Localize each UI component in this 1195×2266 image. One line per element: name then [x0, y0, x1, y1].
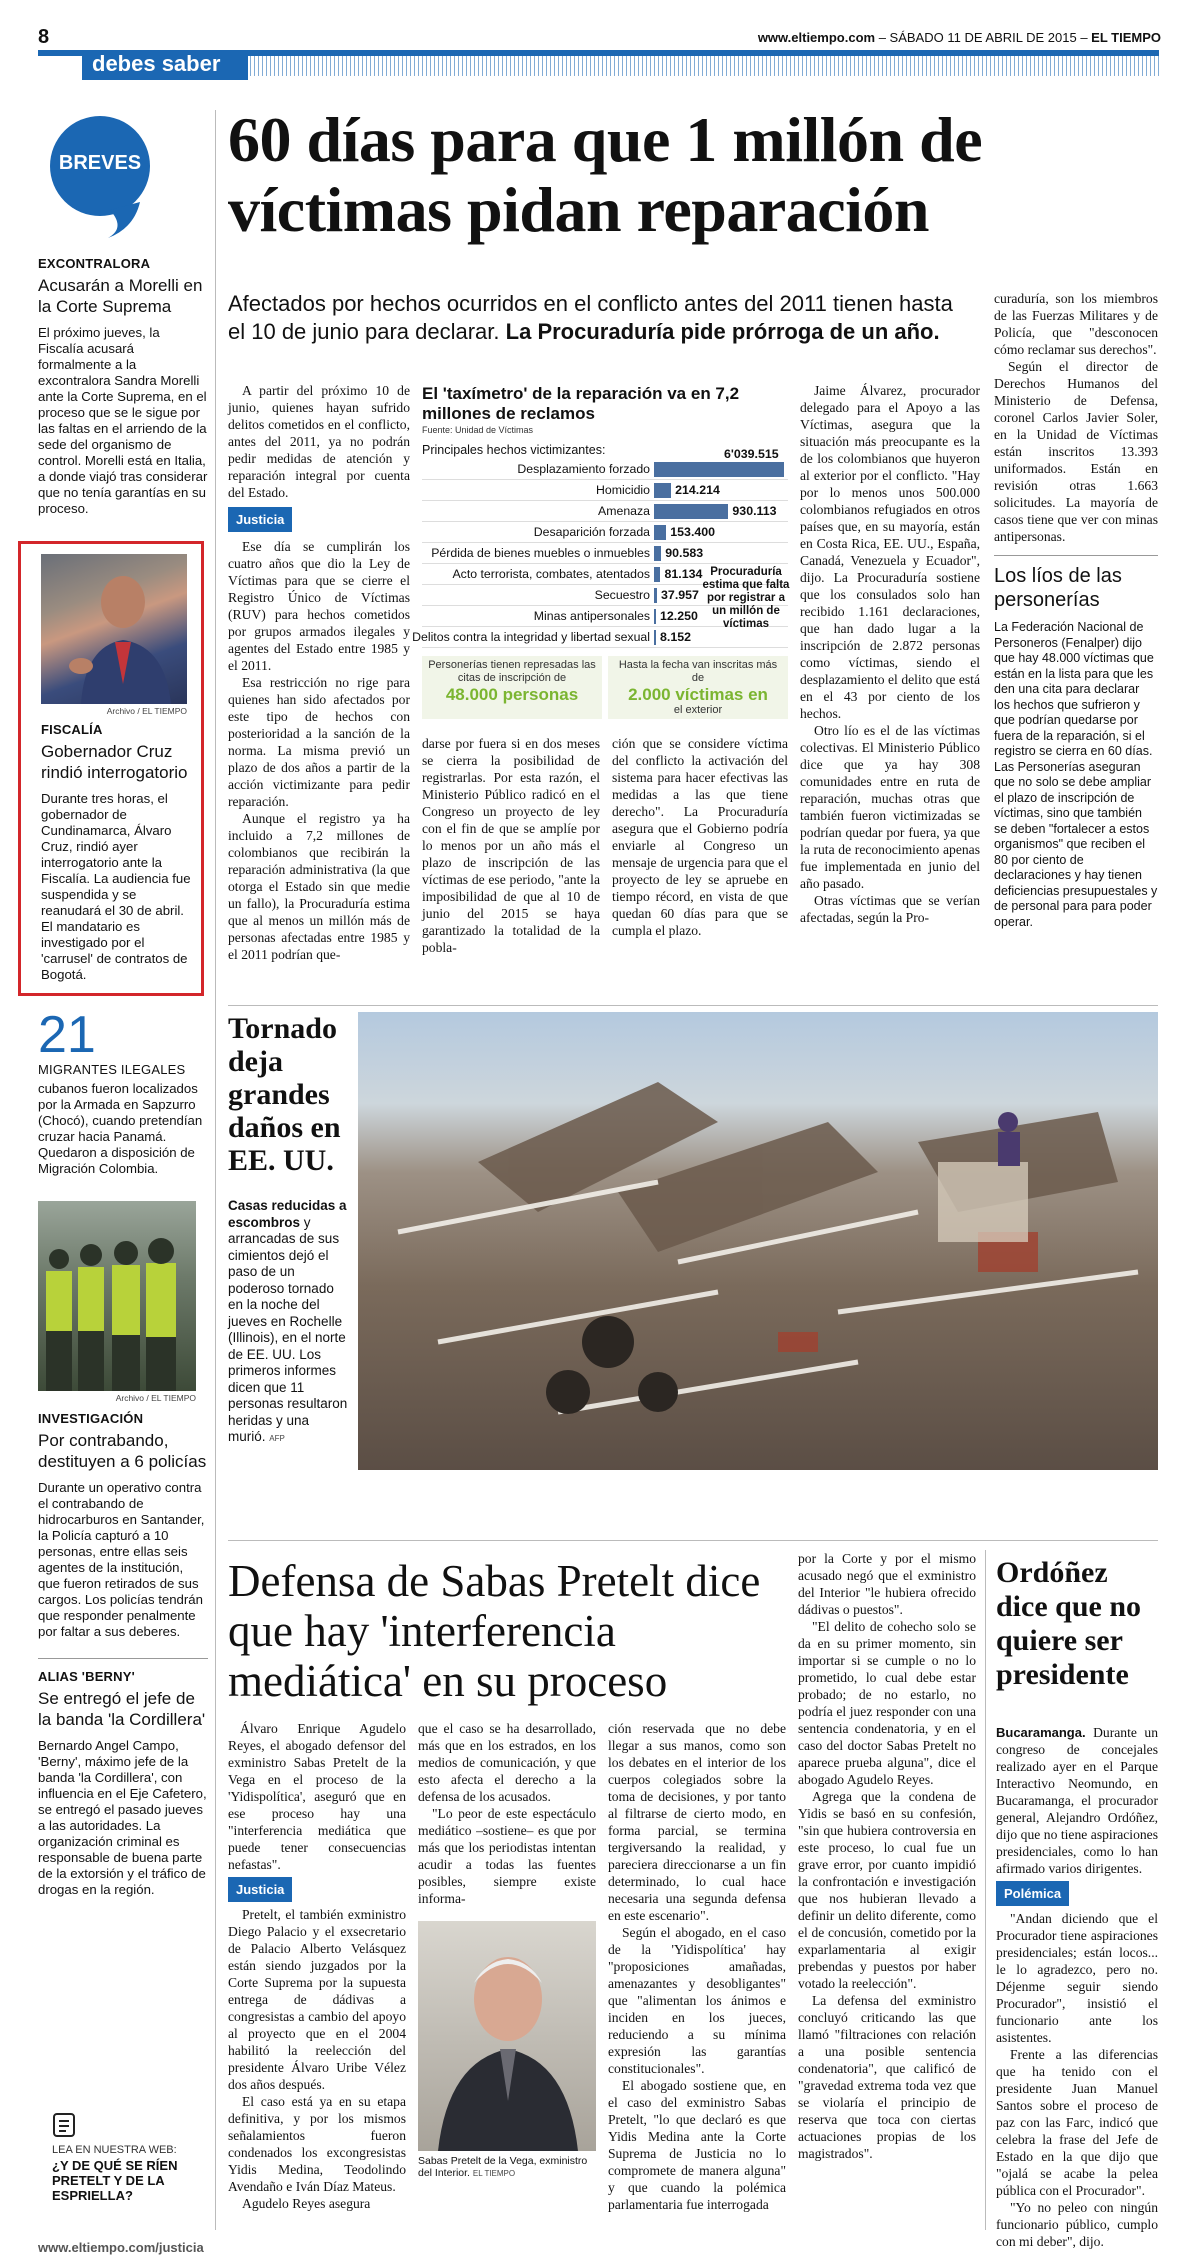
- brief-headline[interactable]: Gobernador Cruz rindió interrogatorio: [41, 742, 188, 782]
- brief-kicker: EXCONTRALORA: [38, 256, 151, 271]
- chart-category-label: Desplazamiento forzado: [517, 462, 650, 476]
- chart-category-label: Desaparición forzada: [533, 525, 650, 539]
- main-headline[interactable]: 60 días para que 1 millón de víctimas pidan reparación: [228, 104, 983, 245]
- brief-headline[interactable]: Acusarán a Morelli en la Corte Suprema: [38, 276, 203, 316]
- footer-left-text: Personerías tienen represadas las citas de inscripción de: [428, 659, 596, 684]
- brief-morelli: [38, 256, 208, 517]
- footer-right-highlight: 2.000 víctimas en: [628, 685, 768, 704]
- brief-berny: [38, 1658, 208, 1898]
- paragraph: Otro lío es el de las víctimas colectivas. El Ministerio Público dice que ya hay 308 comunidades entre en ruta de reparación, muchas otras que también fueron victimizadas se podrían quedar por fuera, ya que la ruta de reconocimiento apenas fue implementada en junio del año pasado.: [800, 723, 980, 891]
- chart-value-label: 6'039.515: [724, 447, 779, 461]
- promo-url[interactable]: www.eltiempo.com/justicia: [38, 2240, 204, 2255]
- box-headline[interactable]: Los líos de las personerías: [994, 565, 1122, 611]
- person-portrait-icon: [418, 1921, 596, 2151]
- paragraph: Esa restricción no rige para quienes han sido afectados por este tipo de hechos con posterioridad a la sanción de la norma. La misma previó un plazo de dos años a partir de la acción victimizante para pedir reparación.: [228, 675, 410, 809]
- brief-body: Bernardo Angel Campo, 'Berny', máximo jefe de la banda 'la Cordillera', con influencia en el Eje Cafetero, se entregó el pasado jueves a las autoridades. La organización criminal es responsable de buena parte de la extorsión y el tráfico de drogas en la región.: [38, 1738, 207, 1897]
- paragraph: Según el director de Derechos Humanos del Ministerio de Defensa, coronel Carlos Javier Soler, en la Unidad de Víctimas están inscritos 13.393 uniformados. Están en revisión otras 1.663 solicitudes. La mayoría de casos tiene que ver con minas antipersonas.: [994, 359, 1158, 544]
- site-url[interactable]: www.eltiempo.com: [757, 30, 876, 45]
- paragraph: El caso está ya en su etapa definitiva, y por los mismos señalamientos fueron condenados los excongresistas Yidis Medina, Teodolindo Avendaño e Iván Díaz Mateus.: [228, 2094, 406, 2194]
- document-icon: [52, 2112, 76, 2138]
- box-body: La Federación Nacional de Personeros (Fenalper) dijo que hay 48.000 víctimas que están en la lista para que les den una cita para declarar los hechos que sufrieron y que podrían quedarse por fuera de la reparación, si el registro se cierra en 60 días. Las Personerías aseguran que no solo se debe ampliar el plazo de inscripción de víctimas, sino que también se deben "fortalecer a estos organismos" que reciben el 80 por ciento de declaraciones y hay tienen deficiencias presupuestales y de personal para para poder operar.: [994, 620, 1158, 929]
- main-col-2: [422, 735, 600, 956]
- paragraph: que el caso se ha desarrollado, más que en los estrados, en los medios de comunicación, y que esto afecta el derecho a la defensa de los acusados.: [418, 1721, 596, 1804]
- paragraph: [996, 1724, 1158, 1877]
- chart-bar: [654, 483, 671, 498]
- chart-value-label: 37.957: [661, 588, 699, 602]
- brief-police: [38, 1201, 208, 1640]
- chart-category-label: Minas antipersonales: [533, 609, 650, 623]
- main-col-1: [228, 382, 410, 963]
- deck-bold: La Procuraduría pide prórroga de un año.: [505, 319, 940, 344]
- chart-title: El 'taxímetro' de la reparación va en 7,2 millones de reclamos: [422, 384, 740, 423]
- paragraph: Pretelt, el también exministro Diego Palacio y el exsecretario de Palacio Alberto Velásquez están siendo juzgados por la Corte Suprema por la supuesta entrega de dádivas a congresistas a cambio del apoyo al proyecto que en el 2004 habilitó la reelección del presidente Álvaro Uribe Vélez dos años después.: [228, 1907, 406, 2092]
- brief-kicker: INVESTIGACIÓN: [38, 1411, 144, 1426]
- photo-caption: [418, 2155, 596, 2180]
- chart-bar: [654, 525, 666, 540]
- chart-footer: [422, 656, 788, 719]
- pretelt-headline[interactable]: Defensa de Sabas Pretelt dice que hay 'interferencia mediática' en su proceso: [228, 1556, 761, 1706]
- photo-credit: Archivo / EL TIEMPO: [106, 706, 187, 716]
- tag-justicia[interactable]: Justicia: [228, 1877, 292, 1902]
- tag-wrapper: [228, 1877, 406, 1902]
- paragraph: El abogado sostiene que, en el caso del exministro Sabas Pretelt, "lo que declaró es que Yidis Medina ante la Corte Suprema de Justicia no lo compromete de manera alguna" y que cuando la polémica parlamentaria fue interrogada: [608, 2078, 786, 2212]
- chart-footer-right: [608, 656, 788, 719]
- tornado-text: y arrancadas de sus cimientos dejó el paso de un poderoso tornado en la noche del jueves en Rochelle (Illinois), en el norte de EE. UU. Los primeros informes dicen que 11 personas resultaron heridas y una murió.: [228, 1214, 348, 1444]
- chart-row: [422, 543, 788, 564]
- footer-right-text2: el exterior: [673, 704, 723, 716]
- tornado-credit: AFP: [269, 1434, 285, 1443]
- pretelt-col-4: [798, 1550, 976, 2162]
- deck-normal: Afectados por hechos ocurridos en el conflicto antes del 2011 tienen hasta el 10 de junio para declarar.: [228, 291, 953, 344]
- paragraph: Según el abogado, en el caso de la 'Yidispolítica' hay "proposiciones amañadas, amenazantes y desobligantes" que "alimentan los ánimos e inciden en los jueces, reduciendo a su mínima expresión las garantías constitucionales".: [608, 1925, 786, 2076]
- section-label: debes saber: [82, 50, 248, 80]
- chart-bar: [654, 567, 660, 582]
- issue-date: SÁBADO 11 DE ABRIL DE 2015: [889, 30, 1077, 45]
- cruz-photo: [41, 554, 187, 704]
- paragraph: Jaime Álvarez, procurador delegado para el Apoyo a las Víctimas, asegura que la situación más preocupante es la de los colombianos que huyeron al exterior por el conflicto. "Hay por lo menos unos 500.000 colombianos refugiados en otros países que, en su mayoría, están en Costa Rica, EE. UU., España, Canadá, Venezuela y Ecuador", dijo. La Procuraduría sostiene que los consulados solo han recibido 1.161 declaraciones, que han dado lugar a la inscripción de 2.872 personas como víctimas, siendo el desplazamiento el delito que está en el 43 por ciento de los hechos.: [800, 383, 980, 721]
- debris-scene-icon: [358, 1012, 1158, 1470]
- header-dateline: www.eltiempo.com – SÁBADO 11 DE ABRIL DE 2015 – EL TIEMPO: [757, 30, 1161, 45]
- promo-text[interactable]: ¿Y DE QUÉ SE RÍEN PRETELT Y DE LA ESPRIELLA?: [52, 2158, 178, 2203]
- footer-left-highlight: 48.000 personas: [445, 685, 579, 704]
- paragraph: Agudelo Reyes asegura: [242, 2196, 371, 2211]
- pretelt-col-2: [418, 1720, 596, 2180]
- pretelt-photo: [418, 1921, 596, 2151]
- paragraph: "El delito de cohecho solo se da en su primer momento, sin importar si se cumple o no lo prometido, lo cual debe estar probado; de no estarlo, no podría el juez responder con una sentencia condenatoria, y en el caso del doctor Sabas Pretelt no aparece prueba alguna", dice el abogado Agudelo Reyes.: [798, 1619, 976, 1787]
- paragraph-text: Durante un congreso de concejales realizado ayer en el Parque Interactivo Neomundo, en Bucaramanga, el procurador general, Alejandro Ordóñez, dijo que no tiene aspiraciones presidenciales, como lo han afirmado varios dirigentes.: [996, 1725, 1158, 1876]
- paragraph: ción reservada que no debe llegar a sus manos, como son los debates en el interior de los cuerpos colegiados sobre la toma de decisiones, y por tanto al filtrarse de cierto modo, en forma parcial, se termina tergiversando la realidad, y pareciera direccionarse a un fin determinado, lo cual hace necesaria una segunda defensa en este escenario".: [608, 1721, 786, 1923]
- person-portrait-icon: [41, 554, 187, 704]
- chart-value-label: 153.400: [670, 525, 716, 539]
- chart-row: [422, 501, 788, 522]
- paragraph: "Yo no peleo con ningún funcionario público, cumplo con mi deber", dijo.: [996, 2200, 1158, 2249]
- chart-footer-left: [422, 656, 602, 719]
- brief-kicker: ALIAS 'BERNY': [38, 1669, 135, 1684]
- brief-body: cubanos fueron localizados por la Armada en Sapzurro (Chocó), cuando pretendían cruzar hacia Panamá. Quedaron a disposición de Migración Colombia.: [38, 1081, 203, 1176]
- page-number: 8: [38, 26, 50, 48]
- brief-headline[interactable]: Se entregó el jefe de la banda 'la Cordillera': [38, 1689, 206, 1729]
- chart-bar: [654, 588, 657, 603]
- chart-bar: [654, 462, 784, 477]
- main-col-5: [994, 290, 1158, 930]
- photo-credit: Archivo / EL TIEMPO: [115, 1393, 196, 1403]
- paragraph: Aunque el registro ya ha incluido a 7,2 millones de colombianos que recibirán la reparación administrativa (la que otorga el Estado sin que medie un fallo), la Procuraduría estima que al menos un millón más de personas afectadas entre 1985 y el 2011 podrían que-: [228, 811, 410, 962]
- big-number: 21: [38, 1006, 96, 1064]
- tag-justicia[interactable]: Justicia: [228, 507, 292, 532]
- chart-value-label: 930.113: [732, 504, 777, 518]
- sidebar: [38, 110, 208, 1898]
- brief-body: Durante tres horas, el gobernador de Cundinamarca, Álvaro Cruz, rindió ayer interrogatorio ante la Fiscalía. La audiencia fue suspendida y se reanudará el 30 de abril. El mandatario es investigado por el 'carrusel' de contratos de Bogotá.: [41, 791, 191, 982]
- tornado-photo: [358, 1012, 1158, 1470]
- main-col-4: [800, 382, 980, 926]
- breves-badge: [48, 110, 158, 240]
- brief-migrants: [38, 1008, 208, 1177]
- brief-kicker: MIGRANTES ILEGALES: [38, 1062, 186, 1077]
- column-divider: [985, 1550, 986, 2230]
- breves-label: BREVES: [58, 152, 142, 174]
- paragraph: A partir del próximo 10 de junio, quienes hayan sufrido delitos cometidos en el conflicto, antes del 2011, ya no podrán pedir medidas de atención y reparación integral por cuenta del Estado.: [228, 383, 410, 500]
- brief-body: El próximo jueves, la Fiscalía acusará formalmente a la excontralora Sandra Morelli ante la Corte Suprema, en el proceso que se le sigue por las faltas en el arriendo de la sede del organismo de control. Morelli está en Italia, a donde viajó tras considerar que no tenía garantías en su proceso.: [38, 325, 208, 516]
- personerias-box: [994, 555, 1158, 930]
- section-divider: [228, 1005, 1158, 1006]
- paragraph: "Andan diciendo que el Procurador tiene aspiraciones presidenciales; están locos... le lo agradezco, pero no. Déjenme seguir siendo Procurador", insistió el funcionario ante los asistentes.: [996, 1911, 1158, 2045]
- brief-cruz-highlight: [18, 541, 204, 996]
- paragraph: Ese día se cumplirán los cuatro años que dio la Ley de Víctimas para que se cierre el Registro Único de Víctimas (RUV) para hechos cometidos por grupos armados ilegales y agentes del Estado entre 1985 y el 2011.: [228, 539, 410, 673]
- sidebar-divider: [215, 110, 216, 2230]
- ordonez-body: [996, 1724, 1158, 2250]
- paragraph: darse por fuera si en dos meses se cierra la posibilidad de registrarlas. Por esta razón, el Ministerio Público radicó en el Congreso un proyecto de ley con el fin de que se amplíe por lo menos por un año más el plazo de inscripción de las víctimas de ese periodo, "ante la imposibilidad de que al 10 de junio del 2015 se haya garantizado la totalidad de la pobla-: [422, 736, 600, 955]
- tag-wrapper: [996, 1881, 1158, 1906]
- chart-category-label: Amenaza: [598, 504, 650, 518]
- paragraph: Otras víctimas que se verían afectadas, según la Pro-: [800, 893, 980, 925]
- chart-row: [422, 522, 788, 543]
- police-officers-icon: [38, 1201, 196, 1391]
- brief-body: Durante un operativo contra el contrabando de hidrocarburos en Santander, la Policía capturó a 10 personas, entre ellas seis agentes de la institución, que fueron retirados de sus cargos. Los policías tendrán que responder penalmente por faltar a sus deberes.: [38, 1480, 205, 1639]
- pretelt-col-1: [228, 1720, 406, 2212]
- chart-subtitle: Principales hechos victimizantes:: [422, 443, 606, 457]
- chart-value-label: 8.152: [660, 630, 692, 644]
- chart-source: Fuente: Unidad de Víctimas: [422, 425, 534, 435]
- paragraph: La defensa del exministro concluyó criticando las que llamó "filtraciones con relación a una posible sentencia condenatoria", que calificó de "gravedad extrema toda vez que se violaría el principio de reserva que toca con ciertas actuaciones propias de los magistrados".: [798, 1993, 976, 2161]
- brief-kicker: FISCALÍA: [41, 722, 103, 737]
- tag-polemica[interactable]: Polémica: [996, 1881, 1069, 1906]
- footer-right-text: Hasta la fecha van inscritas más de: [618, 659, 778, 684]
- chart-value-label: 90.583: [665, 546, 704, 560]
- chart-bar: [654, 504, 728, 519]
- chart-annotation: Procuraduría estima que falta por registrar a un millón de víctimas: [702, 566, 790, 630]
- chart-category-label: Acto terrorista, combates, atentados: [452, 567, 650, 581]
- speech-bubble-icon: [48, 110, 158, 240]
- tornado-headline[interactable]: Tornado deja grandes daños en EE. UU.: [228, 1012, 341, 1177]
- paragraph: curaduría, son los miembros de las Fuerzas Militares y de Policía, que "desconocen cómo reclamar sus derechos".: [994, 291, 1158, 357]
- chart-value-label: 81.134: [664, 567, 703, 581]
- chart-category-label: Pérdida de bienes muebles o inmuebles: [431, 546, 650, 560]
- caption-credit: EL TIEMPO: [472, 2169, 516, 2178]
- paragraph: ción que se considere víctima del conflicto la activación del sistema para hacer efectivas las medidas a las que tiene derecho". La Procuraduría asegura que el Gobierno podría enviarle al Congreso un mensaje de urgencia para que el proyecto de ley se apruebe en tiempo récord, en vista de que quedan 60 días para que se cumpla el plazo.: [612, 736, 788, 938]
- chart-bar: [654, 546, 661, 561]
- main-col-3: [612, 735, 788, 939]
- chart-bar: [654, 630, 656, 645]
- main-deck: [228, 290, 968, 346]
- paragraph: Agrega que la condena de Yidis se basó en su confesión, "sin que hubiera controversia en este proceso, lo cual fue un grave error, por cuanto impidió la confrontación e investigación que nos hubieran llevado a definir un delito diferente, como el de concusión, cometido por la exparlamentaria al exigir prebendas y puestos por haber votado la reelección".: [798, 1789, 976, 1991]
- brief-headline[interactable]: Por contrabando, destituyen a 6 policías: [38, 1431, 207, 1471]
- pretelt-col-3: [608, 1720, 786, 2213]
- paragraph: "Lo peor de este espectáculo mediático –sostiene– es que por más que los periodistas intentan acudir a todas las fuentes posibles, siempre existe informa-: [418, 1806, 596, 1906]
- chart-value-label: 12.250: [660, 609, 698, 623]
- masthead: EL TIEMPO: [1091, 30, 1161, 45]
- paragraph: por la Corte y por el mismo acusado negó que el exministro del Interior "le hubiera ofrecido dádivas o puestos".: [798, 1551, 976, 1617]
- chart-row: [422, 480, 788, 501]
- chart-category-label: Delitos contra la integridad y libertad sexual: [412, 630, 650, 644]
- dateline: Bucaramanga.: [996, 1725, 1086, 1740]
- chart-bar: [654, 609, 656, 624]
- caption-text: Sabas Pretelt de la Vega, exministro del Interior.: [418, 2155, 588, 2179]
- promo-intro: LEA EN NUESTRA WEB:: [52, 2144, 177, 2156]
- tornado-lead: Casas reducidas a escombros: [228, 1198, 347, 1230]
- section-divider: [228, 1540, 1158, 1541]
- paragraph: Frente a las diferencias que ha tenido con el presidente Juan Manuel Santos sobre el proceso de paz con las Farc, indicó que celebra la frase del Jefe de Estado en la que dijo que "ojalá se acabe la pelea pública con el Procurador".: [996, 2047, 1158, 2198]
- tag-wrapper: [228, 507, 410, 532]
- ordonez-headline[interactable]: Ordóñez dice que no quiere ser presidente: [996, 1556, 1142, 1691]
- reparation-chart: [412, 384, 790, 719]
- chart-category-label: Secuestro: [594, 588, 650, 602]
- tornado-body: [228, 1198, 348, 1448]
- paragraph: Álvaro Enrique Agudelo Reyes, el abogado defensor del exministro Sabas Pretelt de la Vega en el proceso de la 'Yidispolítica', aseguró que en ese proceso hay una "interferencia mediática que puede tener consecuencias nefastas".: [228, 1721, 406, 1872]
- chart-value-label: 214.214: [675, 483, 720, 497]
- chart-category-label: Homicidio: [596, 483, 650, 497]
- police-photo: [38, 1201, 196, 1391]
- header-pattern: [238, 56, 1159, 76]
